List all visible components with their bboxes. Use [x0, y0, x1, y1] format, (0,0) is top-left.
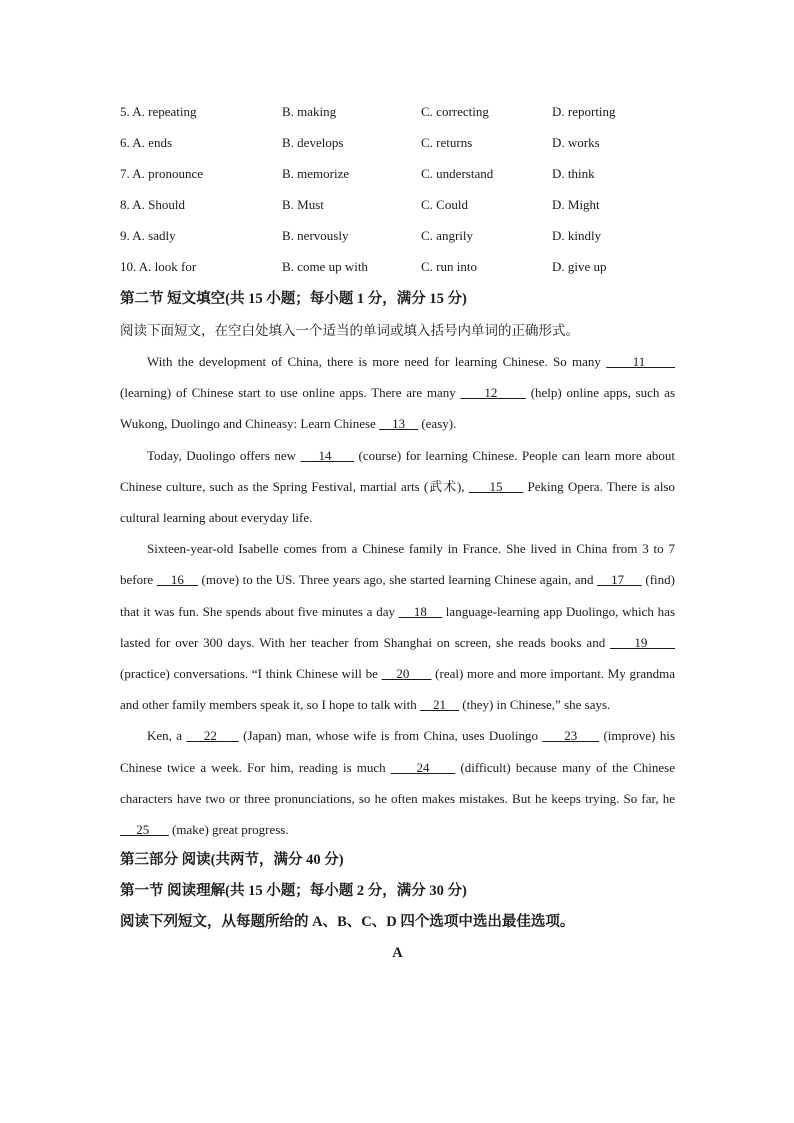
blank-20: 20: [381, 666, 432, 682]
section2-instructions: 阅读下面短文，在空白处填入一个适当的单词或填入括号内单词的正确形式。: [120, 323, 579, 338]
option-c: C. angrily: [421, 228, 473, 243]
reading-instructions: 阅读下列短文，从每题所给的 A、B、C、D 四个选项中选出最佳选项。: [120, 914, 575, 931]
option-d: D. reporting: [552, 104, 616, 119]
blank-24: 24: [390, 759, 456, 775]
option-a: 8. A. Should: [120, 197, 186, 212]
passage-paragraph-3: Sixteen-year-old Isabelle comes from a Chinese family in France. She lived in China from 3 to 7 before 16 (move) to the US. Three years ago, she started learning Chinese again, and 17 (find) that it was fun. She spends about five minutes a day 18 language-learning app Duolingo, which has lasted for over 300 days. With her teacher from Shanghai on screen, she reads books and 19 (practice) conversations. “I think Chinese will be 20 (real) more and more important. My grandma and other family members speak it, so I hope to talk with 21 (they) in Chinese,” she says.: [120, 541, 676, 713]
option-a: 10. A. look for: [120, 259, 197, 274]
blank-23: 23: [542, 728, 600, 744]
option-c: C. correcting: [421, 104, 489, 119]
option-row-8: [120, 191, 675, 222]
option-row-9: [120, 222, 675, 253]
blank-22: 22: [186, 728, 239, 744]
option-b: B. nervously: [282, 228, 349, 243]
option-row-5: [120, 98, 675, 129]
passage-label: A: [392, 945, 403, 962]
blank-13: 13: [379, 416, 419, 432]
option-b: B. making: [282, 104, 337, 119]
option-row-10: [120, 253, 675, 284]
blank-11: 11: [606, 354, 675, 369]
option-a: 7. A. pronounce: [120, 166, 204, 181]
reading-comprehension-heading: 第一节 阅读理解(共 15 小题；每小题 2 分，满分 30 分): [120, 883, 467, 900]
option-b: B. come up with: [282, 259, 368, 274]
option-c: C. Could: [421, 197, 468, 212]
option-c: C. understand: [421, 166, 494, 181]
blank-19: 19: [610, 634, 675, 650]
option-c: C. returns: [421, 135, 473, 150]
passage-paragraph-2: Today, Duolingo offers new 14 (course) for learning Chinese. People can learn more about Chinese culture, such as the Spring Festival, martial arts (武术), 15 Peking Opera. There is also cultural learning about everyday life.: [120, 447, 676, 526]
options-block: [120, 98, 675, 284]
blank-15: 15: [468, 478, 524, 494]
option-row-6: [120, 129, 675, 160]
option-a: 9. A. sadly: [120, 228, 176, 243]
option-b: B. memorize: [282, 166, 350, 181]
option-d: D. works: [552, 135, 600, 150]
blank-16: 16: [156, 572, 199, 588]
blank-18: 18: [398, 603, 443, 619]
blank-14: 14: [300, 447, 355, 463]
passage-paragraph-4: Ken, a 22 (Japan) man, whose wife is from China, uses Duolingo 23 (improve) his Chinese twice a week. For him, reading is much 24 (difficult) because many of the Chinese characters have two or three pronunciations, so he often makes mistakes. But he keeps trying. So far, he 25 (make) great progress.: [120, 728, 676, 838]
blank-25: 25: [120, 822, 169, 838]
blank-21: 21: [420, 697, 460, 713]
passage-paragraph-1: With the development of China, there is more need for learning Chinese. So many 11 (learning) of Chinese start to use online apps. There are many 12 (help) online apps, such as Wukong, Duolingo and Chineasy: Learn Chinese 13 (easy).: [120, 354, 676, 432]
option-a: 5. A. repeating: [120, 104, 197, 119]
option-row-7: [120, 160, 675, 191]
blank-17: 17: [597, 572, 642, 588]
option-d: D. Might: [552, 197, 600, 212]
option-b: B. Must: [282, 197, 324, 212]
option-d: D. kindly: [552, 228, 602, 243]
option-d: D. give up: [552, 259, 607, 274]
option-a: 6. A. ends: [120, 135, 172, 150]
exam-page: [120, 98, 675, 969]
option-d: D. think: [552, 166, 595, 181]
section2-heading: 第二节 短文填空(共 15 小题；每小题 1 分，满分 15 分): [120, 291, 467, 307]
part3-heading: 第三部分 阅读(共两节，满分 40 分): [120, 852, 344, 869]
option-b: B. develops: [282, 135, 344, 150]
blank-12: 12: [460, 385, 526, 401]
option-c: C. run into: [421, 259, 477, 274]
